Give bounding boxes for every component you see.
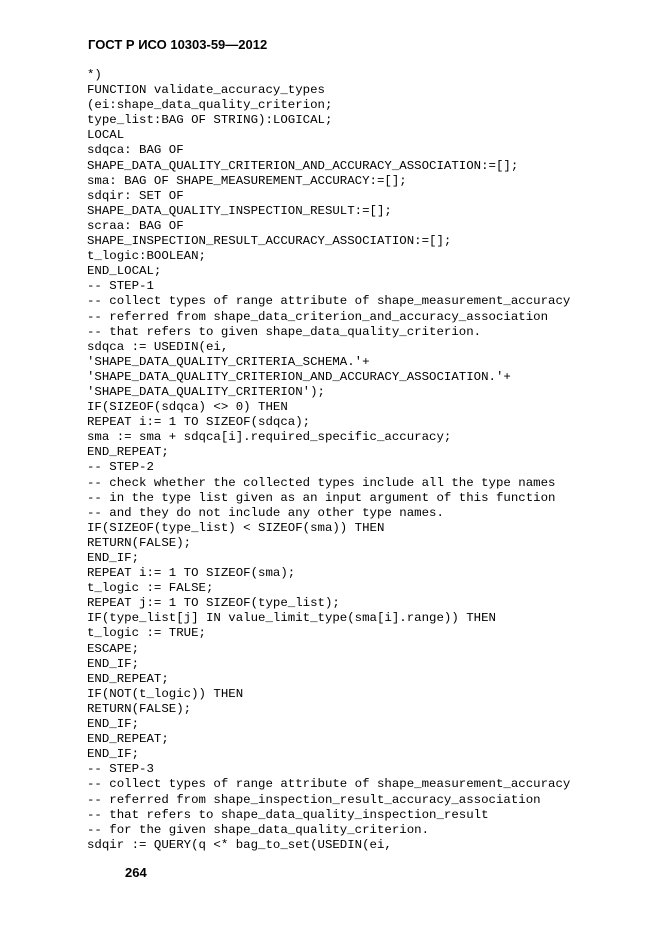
code-line: -- STEP-1 [87, 279, 154, 294]
code-line: END_LOCAL; [87, 264, 162, 279]
code-line: SHAPE_INSPECTION_RESULT_ACCURACY_ASSOCIATION:=[]; [87, 234, 452, 249]
code-line: REPEAT i:= 1 TO SIZEOF(sdqca); [87, 415, 311, 430]
code-line: -- collect types of range attribute of shape_measurement_accuracy [87, 294, 571, 309]
code-line: -- referred from shape_data_criterion_and_accuracy_association [87, 309, 549, 324]
code-line: 'SHAPE_DATA_QUALITY_CRITERIA_SCHEMA.'+ [87, 354, 370, 369]
code-line: IF(type_list[j] IN value_limit_type(sma[i].range)) THEN [87, 611, 496, 626]
code-line: sdqir := QUERY(q <* bag_to_set(USEDIN(ei, [87, 837, 392, 852]
code-line: RETURN(FALSE); [87, 701, 192, 716]
code-line: -- STEP-2 [87, 460, 154, 475]
code-line: -- check whether the collected types include all the type names [87, 475, 556, 490]
code-line: ESCAPE; [87, 641, 140, 656]
code-line: REPEAT i:= 1 TO SIZEOF(sma); [87, 566, 296, 581]
code-line: END_IF; [87, 551, 140, 565]
code-line: IF(NOT(t_logic)) THEN [87, 686, 244, 701]
code-line: -- collect types of range attribute of shape_measurement_accuracy [87, 777, 571, 792]
document-header: ГОСТ Р ИСО 10303-59—2012 [88, 37, 268, 52]
code-line: -- STEP-3 [87, 762, 154, 777]
code-line: -- for the given shape_data_quality_criterion. [87, 822, 430, 837]
code-line: t_logic:BOOLEAN; [87, 249, 206, 264]
code-line: IF(SIZEOF(sdqca) <> 0) THEN [87, 400, 288, 415]
code-line: FUNCTION validate_accuracy_types [87, 83, 325, 98]
code-line: t_logic := FALSE; [87, 581, 214, 596]
code-line: scraa: BAG OF [87, 218, 184, 233]
code-line: END_IF; [87, 717, 140, 732]
code-line: (ei:shape_data_quality_criterion; [87, 98, 333, 113]
code-line: sdqca := USEDIN(ei, [87, 339, 229, 354]
code-line: END_REPEAT; [87, 671, 169, 686]
code-listing [87, 68, 570, 853]
code-line: END_REPEAT; [87, 445, 169, 460]
code-line: END_IF; [87, 656, 140, 671]
code-line: -- in the type list given as an input argument of this function [87, 490, 556, 505]
code-line: LOCAL [87, 128, 125, 143]
code-line: sma := sma + sdqca[i].required_specific_accuracy; [87, 430, 452, 445]
code-line: sdqca: BAG OF [87, 143, 184, 158]
code-line: sma: BAG OF SHAPE_MEASUREMENT_ACCURACY:=[]; [87, 173, 407, 188]
code-line: REPEAT j:= 1 TO SIZEOF(type_list); [87, 596, 340, 611]
code-line: -- and they do not include any other type names. [87, 505, 444, 520]
code-line: -- that refers to shape_data_quality_inspection_result [87, 807, 489, 822]
code-line: 'SHAPE_DATA_QUALITY_CRITERION'); [87, 384, 325, 399]
code-line: -- that refers to given shape_data_quality_criterion. [87, 324, 482, 339]
code-line: -- referred from shape_inspection_result_accuracy_association [87, 792, 541, 807]
code-line: SHAPE_DATA_QUALITY_INSPECTION_RESULT:=[]; [87, 203, 392, 218]
code-line: type_list:BAG OF STRING):LOGICAL; [87, 113, 333, 128]
code-line: t_logic := TRUE; [87, 626, 206, 641]
page-number: 264 [125, 865, 147, 880]
code-line: END_REPEAT; [87, 732, 169, 747]
code-line: IF(SIZEOF(type_list) < SIZEOF(sma)) THEN [87, 520, 385, 535]
code-line: END_IF; [87, 747, 140, 762]
code-line: 'SHAPE_DATA_QUALITY_CRITERION_AND_ACCURACY_ASSOCIATION.'+ [87, 369, 511, 384]
code-line: *) [87, 68, 102, 82]
code-line: RETURN(FALSE); [87, 535, 192, 550]
code-line: SHAPE_DATA_QUALITY_CRITERION_AND_ACCURACY_ASSOCIATION:=[]; [87, 158, 519, 173]
code-line: sdqir: SET OF [87, 188, 184, 203]
